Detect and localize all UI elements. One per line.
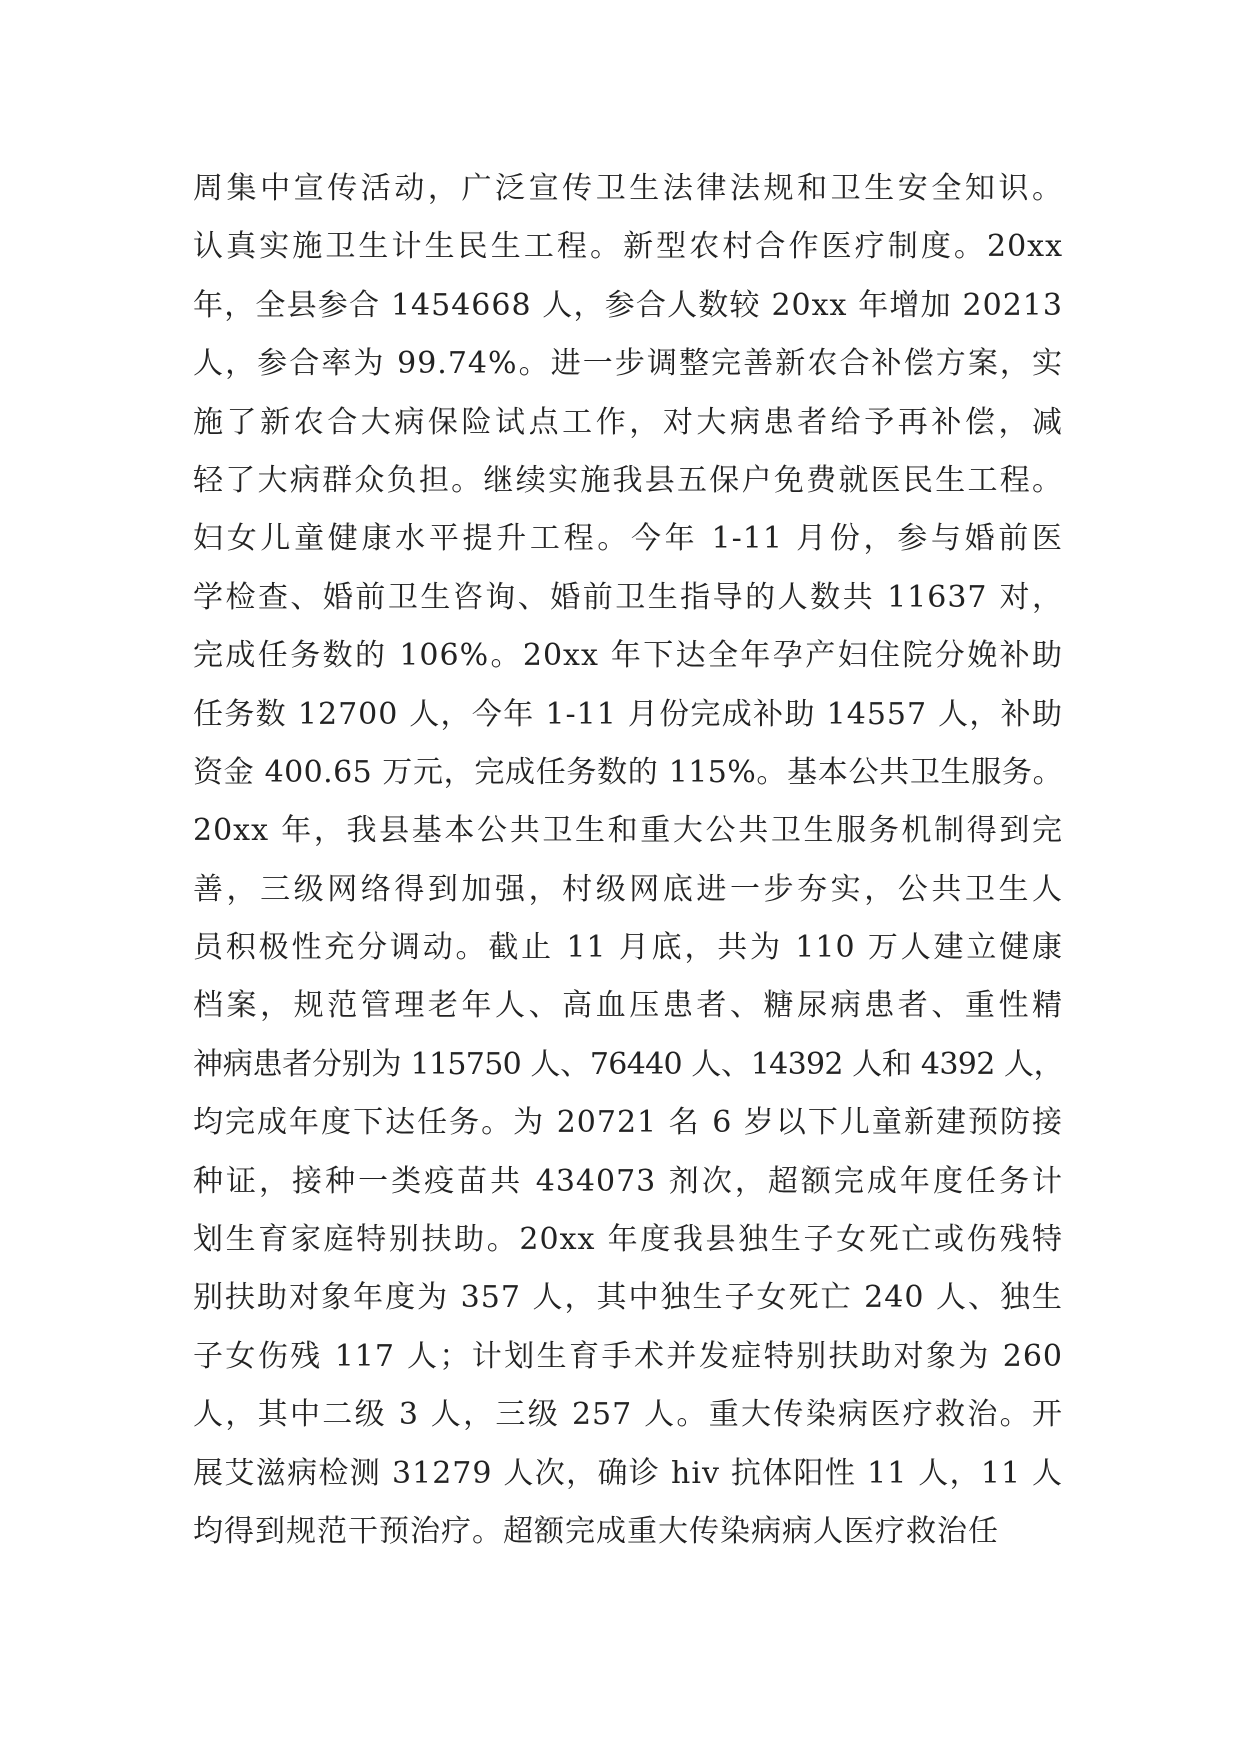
text-line: 学检查、婚前卫生咨询、婚前卫生指导的人数共 11637 对， — [193, 579, 1063, 615]
text-line: 展艾滋病检测 31279 人次，确诊 hiv 抗体阳性 11 人，11 人 — [193, 1455, 1063, 1491]
text-line: 人，参合率为 99.74%。进一步调整完善新农合补偿方案，实 — [193, 346, 1063, 382]
text-line: 认真实施卫生计生民生工程。新型农村合作医疗制度。20xx — [193, 229, 1063, 265]
text-line: 员积极性充分调动。截止 11 月底，共为 110 万人建立健康 — [193, 930, 1063, 966]
text-line: 善，三级网络得到加强，村级网底进一步夯实，公共卫生人 — [193, 871, 1063, 907]
text-line: 神病患者分别为 115750 人、76440 人、14392 人和 4392 人， — [193, 1046, 1063, 1082]
text-line: 划生育家庭特别扶助。20xx 年度我县独生子女死亡或伤残特 — [193, 1222, 1063, 1258]
text-line: 20xx 年，我县基本公共卫生和重大公共卫生服务机制得到完 — [193, 813, 1063, 849]
text-line: 施了新农合大病保险试点工作，对大病患者给予再补偿，减 — [193, 404, 1063, 440]
text-line: 周集中宣传活动，广泛宣传卫生法律法规和卫生安全知识。 — [193, 171, 1063, 206]
text-line: 档案，规范管理老年人、高血压患者、糖尿病患者、重性精 — [193, 988, 1063, 1024]
body-text — [193, 160, 1063, 1561]
text-line: 任务数 12700 人，今年 1-11 月份完成补助 14557 人，补助 — [193, 696, 1063, 732]
text-line: 年，全县参合 1454668 人，参合人数较 20xx 年增加 20213 — [193, 287, 1063, 323]
text-line: 资金 400.65 万元，完成任务数的 115%。基本公共卫生服务。 — [193, 754, 1063, 790]
text-line: 轻了大病群众负担。继续实施我县五保户免费就医民生工程。 — [193, 462, 1063, 498]
text-line: 人，其中二级 3 人，三级 257 人。重大传染病医疗救治。开 — [193, 1397, 1063, 1433]
text-line: 均完成年度下达任务。为 20721 名 6 岁以下儿童新建预防接 — [193, 1105, 1063, 1141]
text-line: 完成任务数的 106%。20xx 年下达全年孕产妇住院分娩补助 — [193, 638, 1063, 674]
text-line: 均得到规范干预治疗。超额完成重大传染病病人医疗救治任 — [193, 1513, 999, 1549]
text-line: 种证，接种一类疫苗共 434073 剂次，超额完成年度任务计 — [193, 1163, 1063, 1199]
text-line: 妇女儿童健康水平提升工程。今年 1-11 月份，参与婚前医 — [193, 521, 1063, 557]
text-line: 别扶助对象年度为 357 人，其中独生子女死亡 240 人、独生 — [193, 1280, 1063, 1316]
text-line: 子女伤残 117 人；计划生育手术并发症特别扶助对象为 260 — [193, 1338, 1063, 1374]
